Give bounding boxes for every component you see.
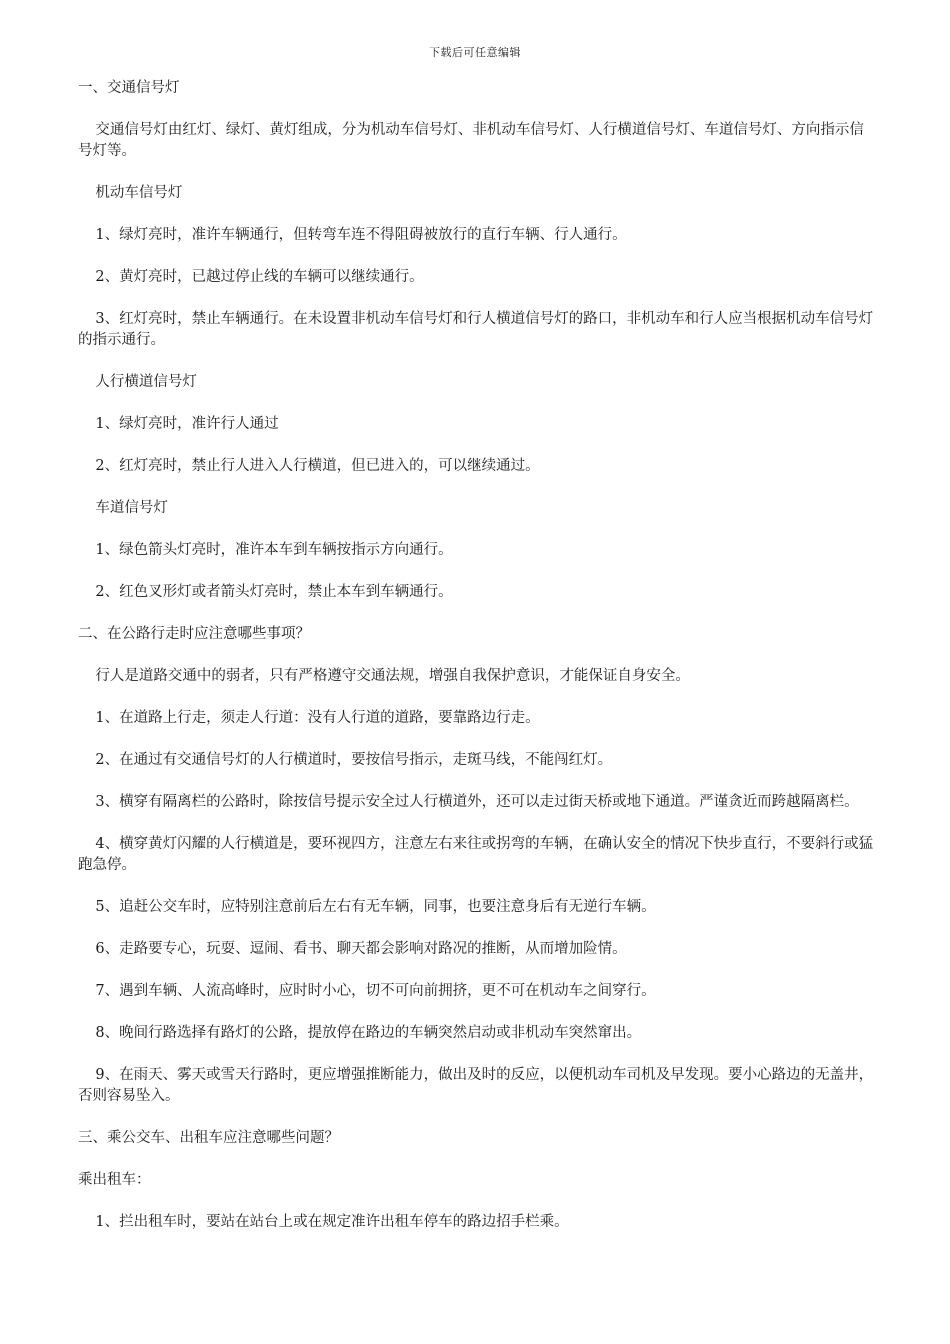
body-paragraph: 1、绿灯亮时，准许车辆通行，但转弯车连不得阻碍被放行的直行车辆、行人通行。 bbox=[95, 227, 627, 243]
body-paragraph: 交通信号灯由红灯、绿灯、黄灯组成，分为机动车信号灯、非机动车信号灯、人行横道信号灯、车道信号灯、方向指示信号灯等。 bbox=[78, 122, 864, 159]
body-paragraph: 2、红灯亮时，禁止行人进入人行横道，但已进入的，可以继续通过。 bbox=[95, 458, 540, 474]
body-paragraph: 9、在雨天、雾天或雪天行路时，更应增强推断能力，做出及时的反应，以便机动车司机及早发现。要小心路边的无盖井，否则容易坠入。 bbox=[78, 1067, 874, 1104]
body-paragraph: 人行横道信号灯 bbox=[95, 374, 197, 390]
body-paragraph: 5、追赶公交车时，应特别注意前后左右有无车辆，同事，也要注意身后有无逆行车辆。 bbox=[95, 899, 656, 915]
body-paragraph: 1、在道路上行走，须走人行道：没有人行道的道路，要靠路边行走。 bbox=[95, 710, 540, 726]
document-body bbox=[78, 78, 878, 1254]
body-paragraph: 7、遇到车辆、人流高峰时，应时时小心，切不可向前拥挤，更不可在机动车之间穿行。 bbox=[95, 983, 656, 999]
body-paragraph: 2、黄灯亮时，已越过停止线的车辆可以继续通行。 bbox=[95, 269, 424, 285]
section-heading: 二、在公路行走时应注意哪些事项？ bbox=[78, 626, 310, 642]
body-paragraph: 行人是道路交通中的弱者，只有严格遵守交通法规，增强自我保护意识，才能保证自身安全。 bbox=[95, 668, 690, 684]
body-paragraph: 机动车信号灯 bbox=[95, 185, 183, 201]
body-paragraph: 2、红色叉形灯或者箭头灯亮时，禁止本车到车辆通行。 bbox=[95, 584, 453, 600]
body-paragraph: 1、绿灯亮时，准许行人通过 bbox=[95, 416, 279, 432]
body-paragraph: 8、晚间行路选择有路灯的公路，提放停在路边的车辆突然启动或非机动车突然窜出。 bbox=[95, 1025, 642, 1041]
body-paragraph: 3、红灯亮时，禁止车辆通行。在未设置非机动车信号灯和行人横道信号灯的路口，非机动车和行人应当根据机动车信号灯的指示通行。 bbox=[78, 311, 874, 348]
body-paragraph: 1、拦出租车时，要站在站台上或在规定准许出租车停车的路边招手栏乘。 bbox=[95, 1214, 569, 1230]
section-heading: 三、乘公交车、出租车应注意哪些问题？ bbox=[78, 1130, 339, 1146]
body-paragraph: 3、横穿有隔离栏的公路时，除按信号提示安全过人行横道外，还可以走过街天桥或地下通道。严谨贪近而跨越隔离栏。 bbox=[95, 794, 859, 810]
body-paragraph: 1、绿色箭头灯亮时，准许本车到车辆按指示方向通行。 bbox=[95, 542, 453, 558]
header-note: 下载后可任意编辑 bbox=[429, 46, 521, 59]
section-heading: 一、交通信号灯 bbox=[78, 80, 180, 96]
body-paragraph: 4、横穿黄灯闪耀的人行横道是，要环视四方，注意左右来往或拐弯的车辆，在确认安全的情况下快步直行，不要斜行或猛跑急停。 bbox=[78, 836, 874, 873]
section-heading: 乘出租车： bbox=[78, 1172, 151, 1188]
body-paragraph: 车道信号灯 bbox=[95, 500, 168, 516]
body-paragraph: 6、走路要专心，玩耍、逗闹、看书、聊天都会影响对路况的推断，从而增加险情。 bbox=[95, 941, 627, 957]
body-paragraph: 2、在通过有交通信号灯的人行横道时，要按信号指示，走斑马线，不能闯红灯。 bbox=[95, 752, 613, 768]
